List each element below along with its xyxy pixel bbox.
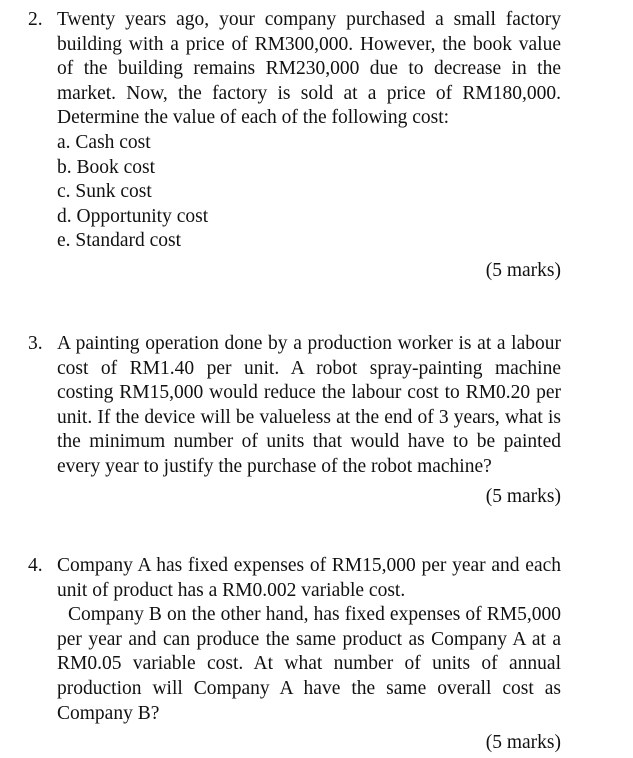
question-text-part-2: Company B on the other hand, has fixed expenses of RM5,000 per year and can produce the same product as Company A at a RM0.05 variable cost. At what number of units of annual production will Company A have the same overall cost as Company B? bbox=[57, 604, 561, 724]
question-number: 4. bbox=[28, 555, 43, 576]
marks-label: (5 marks) bbox=[485, 259, 561, 281]
question-text: A painting operation done by a production worker is at a labour cost of RM1.40 per unit. A robot spray-painting machine costing RM15,000 would reduce the labour cost to RM0.20 per unit. If the device will be valueless at the end of 3 years, what is the minimum number of units that would have to be painted every year to justify the purchase of the robot machine? bbox=[57, 333, 561, 477]
question-text-part-1: Company A has fixed expenses of RM15,000 per year and each unit of product has a RM0.002 variable cost. bbox=[57, 555, 561, 601]
option-list bbox=[57, 131, 561, 254]
option-sunk-cost: c. Sunk cost bbox=[57, 181, 152, 203]
question-text: Twenty years ago, your company purchased a small factory building with a price of RM300,000. However, the book value of the building remains RM230,000 due to decrease in the market. Now, the factory is sold at a price of RM180,000. Determine the value of each of the following cost: bbox=[57, 9, 561, 129]
option-standard-cost: e. Standard cost bbox=[57, 230, 182, 252]
question-number: 2. bbox=[28, 9, 43, 30]
marks-label: (5 marks) bbox=[485, 485, 561, 507]
question-4 bbox=[28, 554, 561, 756]
marks-label: (5 marks) bbox=[485, 732, 561, 754]
question-2 bbox=[28, 8, 561, 284]
question-3 bbox=[28, 332, 561, 509]
question-number: 3. bbox=[28, 333, 43, 354]
option-opportunity-cost: d. Opportunity cost bbox=[57, 205, 209, 227]
option-cash-cost: a. Cash cost bbox=[57, 131, 151, 153]
option-book-cost: b. Book cost bbox=[57, 156, 156, 178]
question-text bbox=[57, 554, 561, 726]
